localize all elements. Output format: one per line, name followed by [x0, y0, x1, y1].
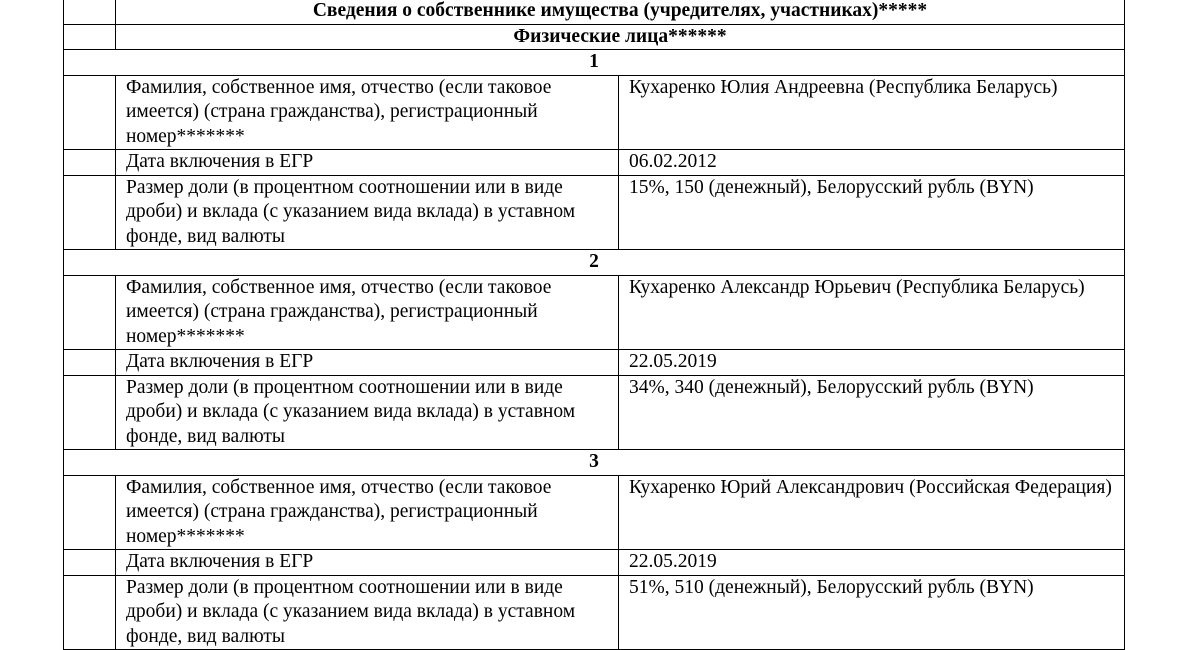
share-label: Размер доли (в процентном соотношении или в виде дроби) и вклада (с указанием вида вклада) в уставном фонде, вид валюты [116, 175, 619, 250]
date-label: Дата включения в ЕГР [116, 550, 619, 576]
owners-table [63, 0, 1125, 650]
table-row [64, 75, 1125, 150]
empty-cell [64, 75, 116, 150]
share-label: Размер доли (в процентном соотношении или в виде дроби) и вклада (с указанием вида вклада) в уставном фонде, вид валюты [116, 375, 619, 450]
empty-cell [64, 150, 116, 176]
share-value: 34%, 340 (денежный), Белорусский рубль (BYN) [619, 375, 1125, 450]
empty-cell [64, 375, 116, 450]
name-value: Кухаренко Юлия Андреевна (Республика Беларусь) [619, 75, 1125, 150]
table-row [64, 375, 1125, 450]
section-header-row [64, 0, 1125, 24]
name-label: Фамилия, собственное имя, отчество (если таковое имеется) (страна гражданства), регистрационный номер******* [116, 275, 619, 350]
name-label: Фамилия, собственное имя, отчество (если таковое имеется) (страна гражданства), регистрационный номер******* [116, 475, 619, 550]
section-title: Сведения о собственнике имущества (учредителях, участниках)***** [116, 0, 1125, 24]
person-index: 3 [64, 450, 1125, 476]
date-value: 22.05.2019 [619, 550, 1125, 576]
empty-cell [64, 350, 116, 376]
person-index: 2 [64, 250, 1125, 276]
person-index-row [64, 450, 1125, 476]
person-index-row [64, 50, 1125, 76]
table-row [64, 475, 1125, 550]
empty-cell [64, 475, 116, 550]
table-row [64, 175, 1125, 250]
share-label: Размер доли (в процентном соотношении или в виде дроби) и вклада (с указанием вида вклада) в уставном фонде, вид валюты [116, 575, 619, 650]
table-row [64, 550, 1125, 576]
empty-cell [64, 575, 116, 650]
person-index-row [64, 250, 1125, 276]
subsection-header-row [64, 24, 1125, 50]
table-row [64, 150, 1125, 176]
empty-cell [64, 0, 116, 24]
date-value: 06.02.2012 [619, 150, 1125, 176]
date-label: Дата включения в ЕГР [116, 150, 619, 176]
subsection-title: Физические лица****** [116, 24, 1125, 50]
date-value: 22.05.2019 [619, 350, 1125, 376]
name-label: Фамилия, собственное имя, отчество (если таковое имеется) (страна гражданства), регистрационный номер******* [116, 75, 619, 150]
empty-cell [64, 550, 116, 576]
share-value: 15%, 150 (денежный), Белорусский рубль (BYN) [619, 175, 1125, 250]
table-row [64, 275, 1125, 350]
empty-cell [64, 175, 116, 250]
name-value: Кухаренко Юрий Александрович (Российская Федерация) [619, 475, 1125, 550]
table-row [64, 350, 1125, 376]
name-value: Кухаренко Александр Юрьевич (Республика Беларусь) [619, 275, 1125, 350]
empty-cell [64, 275, 116, 350]
share-value: 51%, 510 (денежный), Белорусский рубль (BYN) [619, 575, 1125, 650]
person-index: 1 [64, 50, 1125, 76]
empty-cell [64, 24, 116, 50]
table-row [64, 575, 1125, 650]
date-label: Дата включения в ЕГР [116, 350, 619, 376]
